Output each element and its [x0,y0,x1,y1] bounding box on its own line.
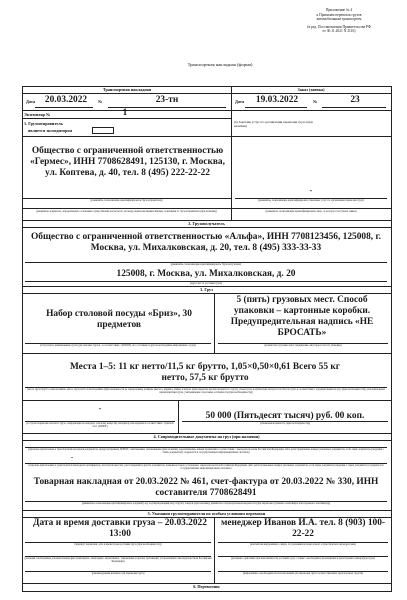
delivery-address: 125008, г. Москва, ул. Михалковская, д. 20 [116,269,296,279]
order-date-value: 19.03.2022 [255,95,299,105]
customer-note: (в) Заказчик услуг по организации перевозки груза (при наличии) [234,120,313,128]
weight-caption: (масса груза брутто в килограммах, масса груза нетто в килограммах (при возможности ее определения), размеры (высота, ширина, длина) в метрах (при перевозке крупногабаритного груза), объем груза в кубических метрах и плотность груза в соответствии с документацией на груз (при необходимости), дополнительные характеристики груза, учитывающие отраслевые особенности (при необходимости)) [27,388,385,394]
section6-title: 6. Перевозчик [193,584,220,589]
form-title: Транспортная накладная (форма) [187,62,253,67]
declared-value: 50 000 (Пятьдесят тысяч) руб. 00 коп. [205,411,365,421]
date-value: 20.03.2022 [44,95,88,105]
order-number-label: № [313,99,318,104]
copy-value: 1 [122,108,128,118]
undeliverable-caption: (указания о действиях при невозможности доставить груз, а также о необходимости измерения и регистрации температуры груза) [230,557,376,560]
places-caption: (количество грузовых мест, маркировка, вид тары и способ упаковки) [264,344,342,347]
section5-title: 5. Указания грузоотправителя по особым условиям перевозки [147,511,266,516]
section1-title: 1. Грузоотправитель [24,121,63,126]
order-number-value: 23 [350,95,360,105]
shipping-documents: Товарная накладная от 20.03.2022 № 461, счет-фактура от 20.03.2022 № 330, ИНН составителя 7708628491 [33,477,379,498]
interval-caption: (рекомендуемый интервал для перевозки груза) [91,572,145,575]
contact-caption: (контактная информация о лицах, по указаниям которых может осуществляться переадресовка) [250,543,356,546]
section1-sub: является экспедитором [28,128,73,133]
order-date-label: Дата [235,99,245,104]
appendix-line-1: Приложение № 4 [325,8,353,12]
applicant-caption: (реквизиты, позволяющие идентифицировать лицо, от которого поступила заявка) [265,210,357,213]
customer-caption: (реквизиты, позволяющие идентифицировать Заказчика услуг по организации перевозки груза) [258,199,364,202]
appendix-line-4: (в ред. Постановления Правительства РФ [307,24,371,29]
section2-title: 2. Грузополучатель [188,221,225,226]
route-caption: (маршрут перевозки, дата и время/сроки доставки груза (при необходимости)) [74,543,162,546]
contact-person: менеджер Иванов И.А. тел. 8 (903) 100-22-22 [220,518,386,539]
shipper-caption: (реквизиты, позволяющие идентифицировать Грузоотправителя) [90,199,163,202]
section4-title: 4. Сопроводительные документы на груз (при наличии) [153,434,260,439]
cargo-name: Набор столовой посуды «Бриз», 30 предметов [46,309,192,330]
date-label: Дата [26,99,36,104]
vehicle-caption: (информация о необходимости использования для перевозки груза соответствующих транспортных средств) [242,572,364,575]
number-label: № [98,99,103,104]
docs-caption-2: (перечень прилагаемых к транспортной накладной сертификатов, паспортов качества, удостоверений и других документов, наличие которых установлено законодательством Российской Федерации, либо регистрационные номера указанных документов, если такие документы (сведения о таких документах) содержатся в государственных информационных системах) [28,464,384,470]
consignee-details: Общество с ограниченной ответственностью «Альфа», ИНН 7708123456, 125008, г. Москва, ул. Михалковская, д. 20, тел. 8 (495) 333-33-33 [31,232,381,253]
cargo-weight: Места 1–5: 11 кг нетто/11,5 кг брутто, 1,05×0,50×0,61 Всего 55 кг нетто, 57,5 кг брутто [69,362,341,383]
dangerous-dash: - [98,404,102,413]
requirements-caption: (указания, необходимые для выполнения фитосанитарных, санитарных, карантинных, таможенных и прочих требований, установленных законодательством Российской Федерации) [24,557,212,563]
appendix-line-3: автомобильным транспортом [316,17,362,22]
address-caption: (адрес места доставки груза) [190,282,222,285]
value-caption: (объявленная ценность (при необходимости)) [259,422,311,425]
appendix-line-2: к Правилам перевозок грузов [316,12,362,17]
header-left: Транспортная накладная [102,87,152,92]
section3-title: 3. Груз [200,287,213,292]
appendix-note [280,8,398,34]
shipper-details: Общество с ограниченной ответственностью «Гермес», ИНН 7708628491, 125130, г. Москва, ул. Коптева, д. 40, тел. 8 (495) 222-22-22 [30,146,225,178]
appendix-line-5: от 30.11.2021 N 2116) [322,29,356,34]
header-right: Заказ (заявка) [297,87,325,92]
docs-dash: - [70,453,74,461]
cargo-name-caption: (отгрузочное наименование груза (для опасных грузов - в соответствии с ДОПОГ), его состояние и другая необходимая информация о грузе) [39,344,197,347]
forwarder-checkbox[interactable] [92,127,114,134]
payer-caption: (реквизиты документа, определяющего основания осуществления расчетов по договору перевозки иными лицами, отличными от грузоотправителя (при наличии)) [36,210,217,213]
delivery-time: Дата и время доставки груза – 20.03.2022 13:00 [33,518,207,539]
number-value: 23-тн [155,95,179,105]
docs-caption-1: (перечень прилагаемых к транспортной накладной документов, предусмотренных ДОПОГ, санитарными, таможенными (при наличии), карантинными, иными правилами в соответствии с законодательством Российской Федерации, либо регистрационные номера указанных документов, если такие документы (сведения о таких документах) содержатся в государственных информационных системах) [28,448,384,454]
consignee-caption: (реквизиты, позволяющие идентифицировать Грузополучателя) [170,263,242,266]
cargo-places: 5 (пять) грузовых мест. Способ упаковки – картонные коробки. Предупредительная надпись «НЕ БРОСАТЬ» [230,295,374,338]
copy-label: Экземпляр № [24,112,51,117]
dangerous-caption: (в случае перевозки опасного груза - информация по каждому опасному веществу, материалу или изделию в соответствии с пунктом 5.4.1 ДОПОГ) [26,422,174,428]
docs-caption-3: (реквизиты, позволяющие идентифицировать документ(-ы), подтверждающий(-ие) отгрузку товаров (при наличии), реквизиты сопроводительной ведомости (при перевозке груженого контейнера или порожнего контейнера)) [81,502,331,505]
customer-dash: - [309,186,313,195]
